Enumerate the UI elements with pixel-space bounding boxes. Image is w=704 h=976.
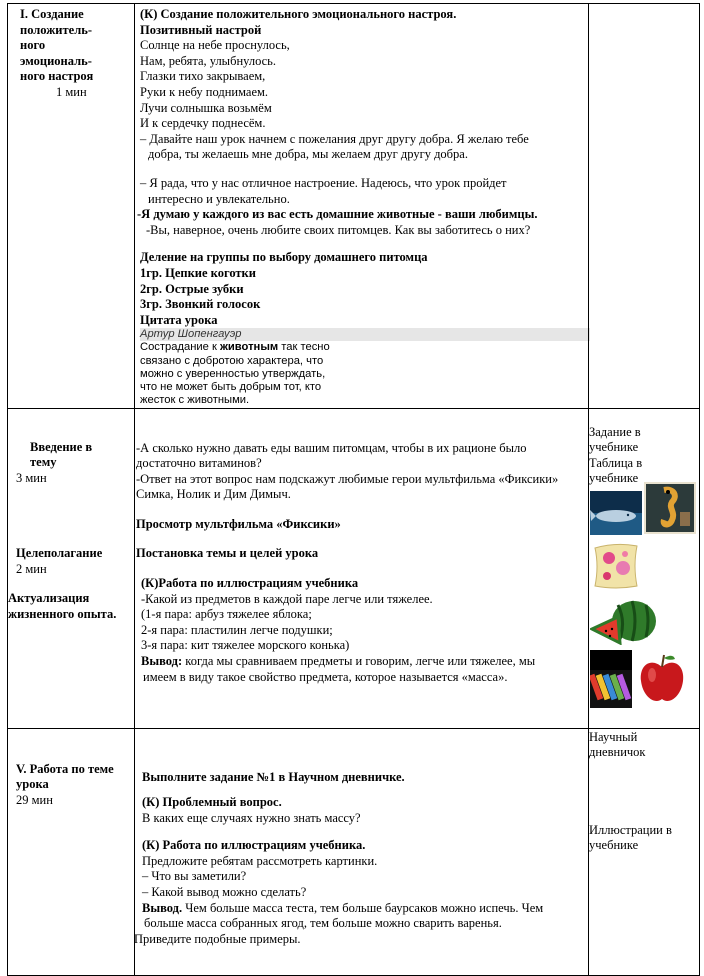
plasticine-image: [590, 650, 632, 708]
stage3-title-2: урока: [16, 777, 49, 792]
group-item: 1гр. Цепкие коготки: [140, 265, 256, 280]
resource-line: учебнике: [589, 471, 639, 486]
groups-title: Деление на группы по выбору домашнего питомца: [140, 250, 428, 265]
stage1-content-cell: [135, 4, 589, 409]
intro-duration: 3 мин: [16, 470, 47, 485]
stage1-resources-cell: [589, 4, 700, 409]
work-line: – Какой вывод можно сделать?: [142, 885, 307, 900]
conclusion-label: Вывод:: [141, 654, 183, 669]
stage1-title-4: эмоциональ-: [20, 53, 92, 68]
stage2-title-cell: [8, 408, 135, 728]
illus-line: (1-я пара: арбуз тяжелее яблока;: [141, 607, 312, 622]
stage2-resources-cell: [589, 408, 700, 728]
wish-line: добра, ты желаешь мне добра, мы желаем друг другу добра.: [148, 147, 468, 162]
conclusion-line: [141, 654, 588, 670]
q2-line: -Ответ на этот вопрос нам подскажут любимые герои мультфильма «Фиксики»: [136, 471, 559, 486]
res1-line: Научный: [589, 729, 638, 744]
apple-image: [637, 649, 687, 707]
poem-line: Руки к небу поднимаем.: [140, 84, 269, 99]
whale-image: [590, 491, 642, 535]
quote-line: [140, 341, 588, 354]
pillow-image: [591, 540, 641, 592]
stage1-duration: 1 мин: [56, 84, 87, 99]
poem: [140, 38, 588, 132]
illus-line: 2-я пара: пластилин легче подушки;: [141, 622, 333, 637]
seahorse-image: [644, 482, 696, 534]
stage3-row: [8, 728, 700, 975]
illus-title: (К)Работа по иллюстрациям учебника: [141, 576, 359, 591]
mood-line: интересно и увлекательно.: [148, 191, 290, 206]
conclusion-line-2: имеем в виду такое свойство предмета, которое называется «масса».: [143, 669, 508, 684]
pets-statement: -Я думаю у каждого из вас есть домашние животные - ваши любимцы.: [137, 207, 538, 222]
final-line-2: больше масса собранных ягод, тем больше можно сварить варенья.: [144, 916, 502, 931]
stage1-row: [8, 4, 700, 409]
actual-title: Актуализация: [8, 591, 90, 606]
quote-text: [140, 341, 588, 407]
quote-line: можно с уверенностью утверждать,: [140, 367, 326, 380]
stage3-resources-cell: [589, 728, 700, 975]
poem-line: Нам, ребята, улыбнулось.: [140, 53, 277, 68]
quote-line-bold: животным: [219, 341, 279, 354]
group-item: 3гр. Звонкий голосок: [140, 297, 261, 312]
poem-line: Лучи солнышка возьмём: [140, 100, 272, 115]
quote-line-post: так тесно: [278, 341, 330, 354]
q1-line: достаточно витаминов?: [136, 456, 262, 471]
stage2-row: [8, 408, 700, 728]
res1-line: дневничок: [589, 745, 646, 760]
movie-title: Просмотр мультфильма «Фиксики»: [136, 516, 341, 531]
work-title: (К) Работа по иллюстрациям учебника.: [142, 838, 366, 853]
problem-title: (К) Проблемный вопрос.: [142, 795, 282, 810]
stage1-title-2: положитель-: [20, 22, 92, 37]
stage1-title-cell: [8, 4, 135, 409]
group-item: 2гр. Острые зубки: [140, 281, 244, 296]
quote-line: жесток с животными.: [140, 394, 250, 407]
stage1-subheading: Позитивный настрой: [140, 22, 262, 37]
intro-title-2: тему: [30, 455, 57, 470]
poem-line: Солнце на небе проснулось,: [140, 38, 290, 53]
quote-line: что не может быть добрым тот, кто: [140, 381, 322, 394]
final-text: Чем больше масса теста, тем больше баурсаков можно испечь. Чем: [182, 900, 544, 915]
final-line: [142, 901, 588, 917]
stage3-title: V. Работа по теме: [16, 761, 114, 776]
problem-question: В каких еще случаях нужно знать массу?: [142, 810, 361, 825]
resource-line: учебнике: [589, 440, 639, 455]
stage2-content-cell: [135, 408, 589, 728]
actual-title-2: жизненного опыта.: [8, 607, 117, 622]
goals-title: Постановка темы и целей урока: [136, 546, 319, 561]
goal-duration: 2 мин: [16, 561, 47, 576]
stage1-heading: (К) Создание положительного эмоционального настроя.: [140, 7, 457, 21]
intro-title: Введение в: [30, 439, 93, 454]
stage1-title: I. Создание: [20, 7, 84, 21]
stage3-duration: 29 мин: [16, 792, 53, 807]
examples-line: Приведите подобные примеры.: [134, 931, 301, 946]
poem-line: Глазки тихо закрываем,: [140, 69, 266, 84]
res2-line: Иллюстрации в: [589, 822, 672, 837]
wish-line: – Давайте наш урок начнем с пожелания друг другу добра. Я желаю тебе: [140, 131, 529, 146]
resource-line: Задание в: [589, 424, 641, 439]
stage3-content-cell: [135, 728, 589, 975]
pets-question: -Вы, наверное, очень любите своих питомцев. Как вы заботитесь о них?: [146, 222, 531, 237]
quote-title: Цитата урока: [140, 312, 218, 327]
stage1-title-3: ного: [20, 38, 46, 53]
final-label: Вывод.: [142, 900, 183, 915]
q1-line: -А сколько нужно давать еды вашим питомцам, чтобы в их рационе было: [136, 440, 527, 455]
lesson-plan-table: [7, 3, 700, 976]
stage1-title-5: ного настроя: [20, 69, 94, 84]
work-line: – Что вы заметили?: [142, 869, 247, 884]
stage3-title-cell: [8, 728, 135, 975]
work-line: Предложите ребятам рассмотреть картинки.: [142, 853, 378, 868]
illus-line: 3-я пара: кит тяжелее морского конька): [141, 638, 350, 653]
quote-line: связано с добротою характера, что: [140, 354, 324, 367]
quote-line-pre: Сострадание к: [140, 341, 220, 354]
conclusion-text: когда мы сравниваем предметы и говорим, легче или тяжелее, мы: [182, 654, 536, 669]
res2-line: учебнике: [589, 838, 639, 853]
illus-line: -Какой из предметов в каждой паре легче или тяжелее.: [141, 591, 433, 606]
q2-line: Симка, Нолик и Дим Димыч.: [136, 487, 291, 502]
resource-line: Таблица в: [589, 455, 643, 470]
quote-author: Артур Шопенгауэр: [140, 328, 590, 341]
watermelon-image: [590, 599, 658, 645]
poem-line: И к сердечку поднесём.: [140, 116, 266, 131]
goal-title: Целеполагание: [16, 546, 103, 561]
mood-line: – Я рада, что у нас отличное настроение. Надеюсь, что урок пройдет: [140, 175, 507, 190]
task-line: Выполните задание №1 в Научном дневничке.: [142, 769, 405, 784]
